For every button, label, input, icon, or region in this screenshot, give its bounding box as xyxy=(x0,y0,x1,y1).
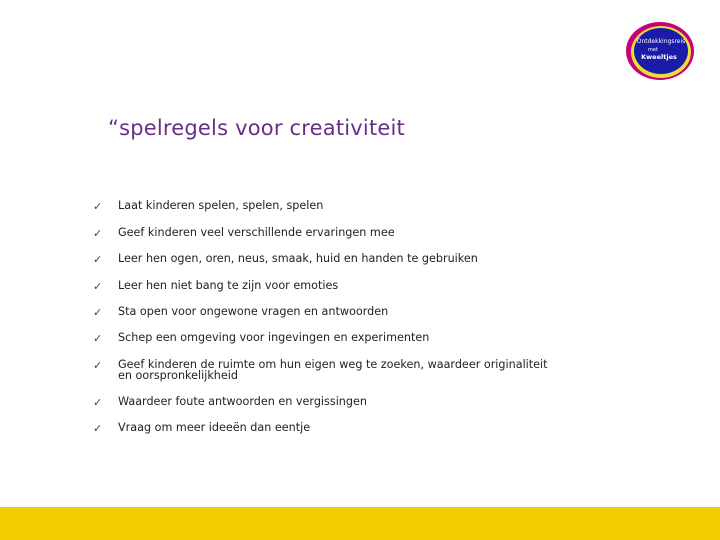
checkmark-icon: ✓ xyxy=(93,306,103,319)
checkmark-icon: ✓ xyxy=(93,332,103,345)
checkmark-icon: ✓ xyxy=(93,200,103,213)
logo-text-line3: Kweeltjes xyxy=(641,53,677,61)
list-item-text: Laat kinderen spelen, spelen, spelen xyxy=(118,199,324,212)
checkmark-icon: ✓ xyxy=(93,253,103,266)
logo-inner-disc xyxy=(634,28,688,74)
list-item-text: Leer hen niet bang te zijn voor emoties xyxy=(118,279,339,292)
list-item-text: Leer hen ogen, oren, neus, smaak, huid en handen te gebruiken xyxy=(118,252,478,265)
slide-title: “spelregels voor creativiteit xyxy=(108,116,405,140)
checkmark-icon: ✓ xyxy=(93,227,103,240)
checkmark-icon: ✓ xyxy=(93,422,103,435)
logo-badge xyxy=(624,20,696,82)
list-item-text: Schep een omgeving voor ingevingen en experimenten xyxy=(118,331,430,344)
list-item-text: Geef kinderen de ruimte om hun eigen weg te zoeken, waardeer originaliteit en oorspronkelijkheid xyxy=(118,358,548,382)
checkmark-icon: ✓ xyxy=(93,280,103,293)
checkmark-icon: ✓ xyxy=(93,396,103,409)
list-item-text: Sta open voor ongewone vragen en antwoorden xyxy=(118,305,389,318)
list-item-text: Vraag om meer ideeën dan eentje xyxy=(118,421,311,434)
footer-bar xyxy=(0,507,720,540)
logo-text-line2: met xyxy=(648,47,658,53)
logo-text-line1: Ontdekkingsreis xyxy=(636,38,686,45)
checkmark-icon: ✓ xyxy=(93,359,103,372)
list-item-text: Waardeer foute antwoorden en vergissingen xyxy=(118,395,367,408)
list-item-text: Geef kinderen veel verschillende ervaringen mee xyxy=(118,226,395,239)
